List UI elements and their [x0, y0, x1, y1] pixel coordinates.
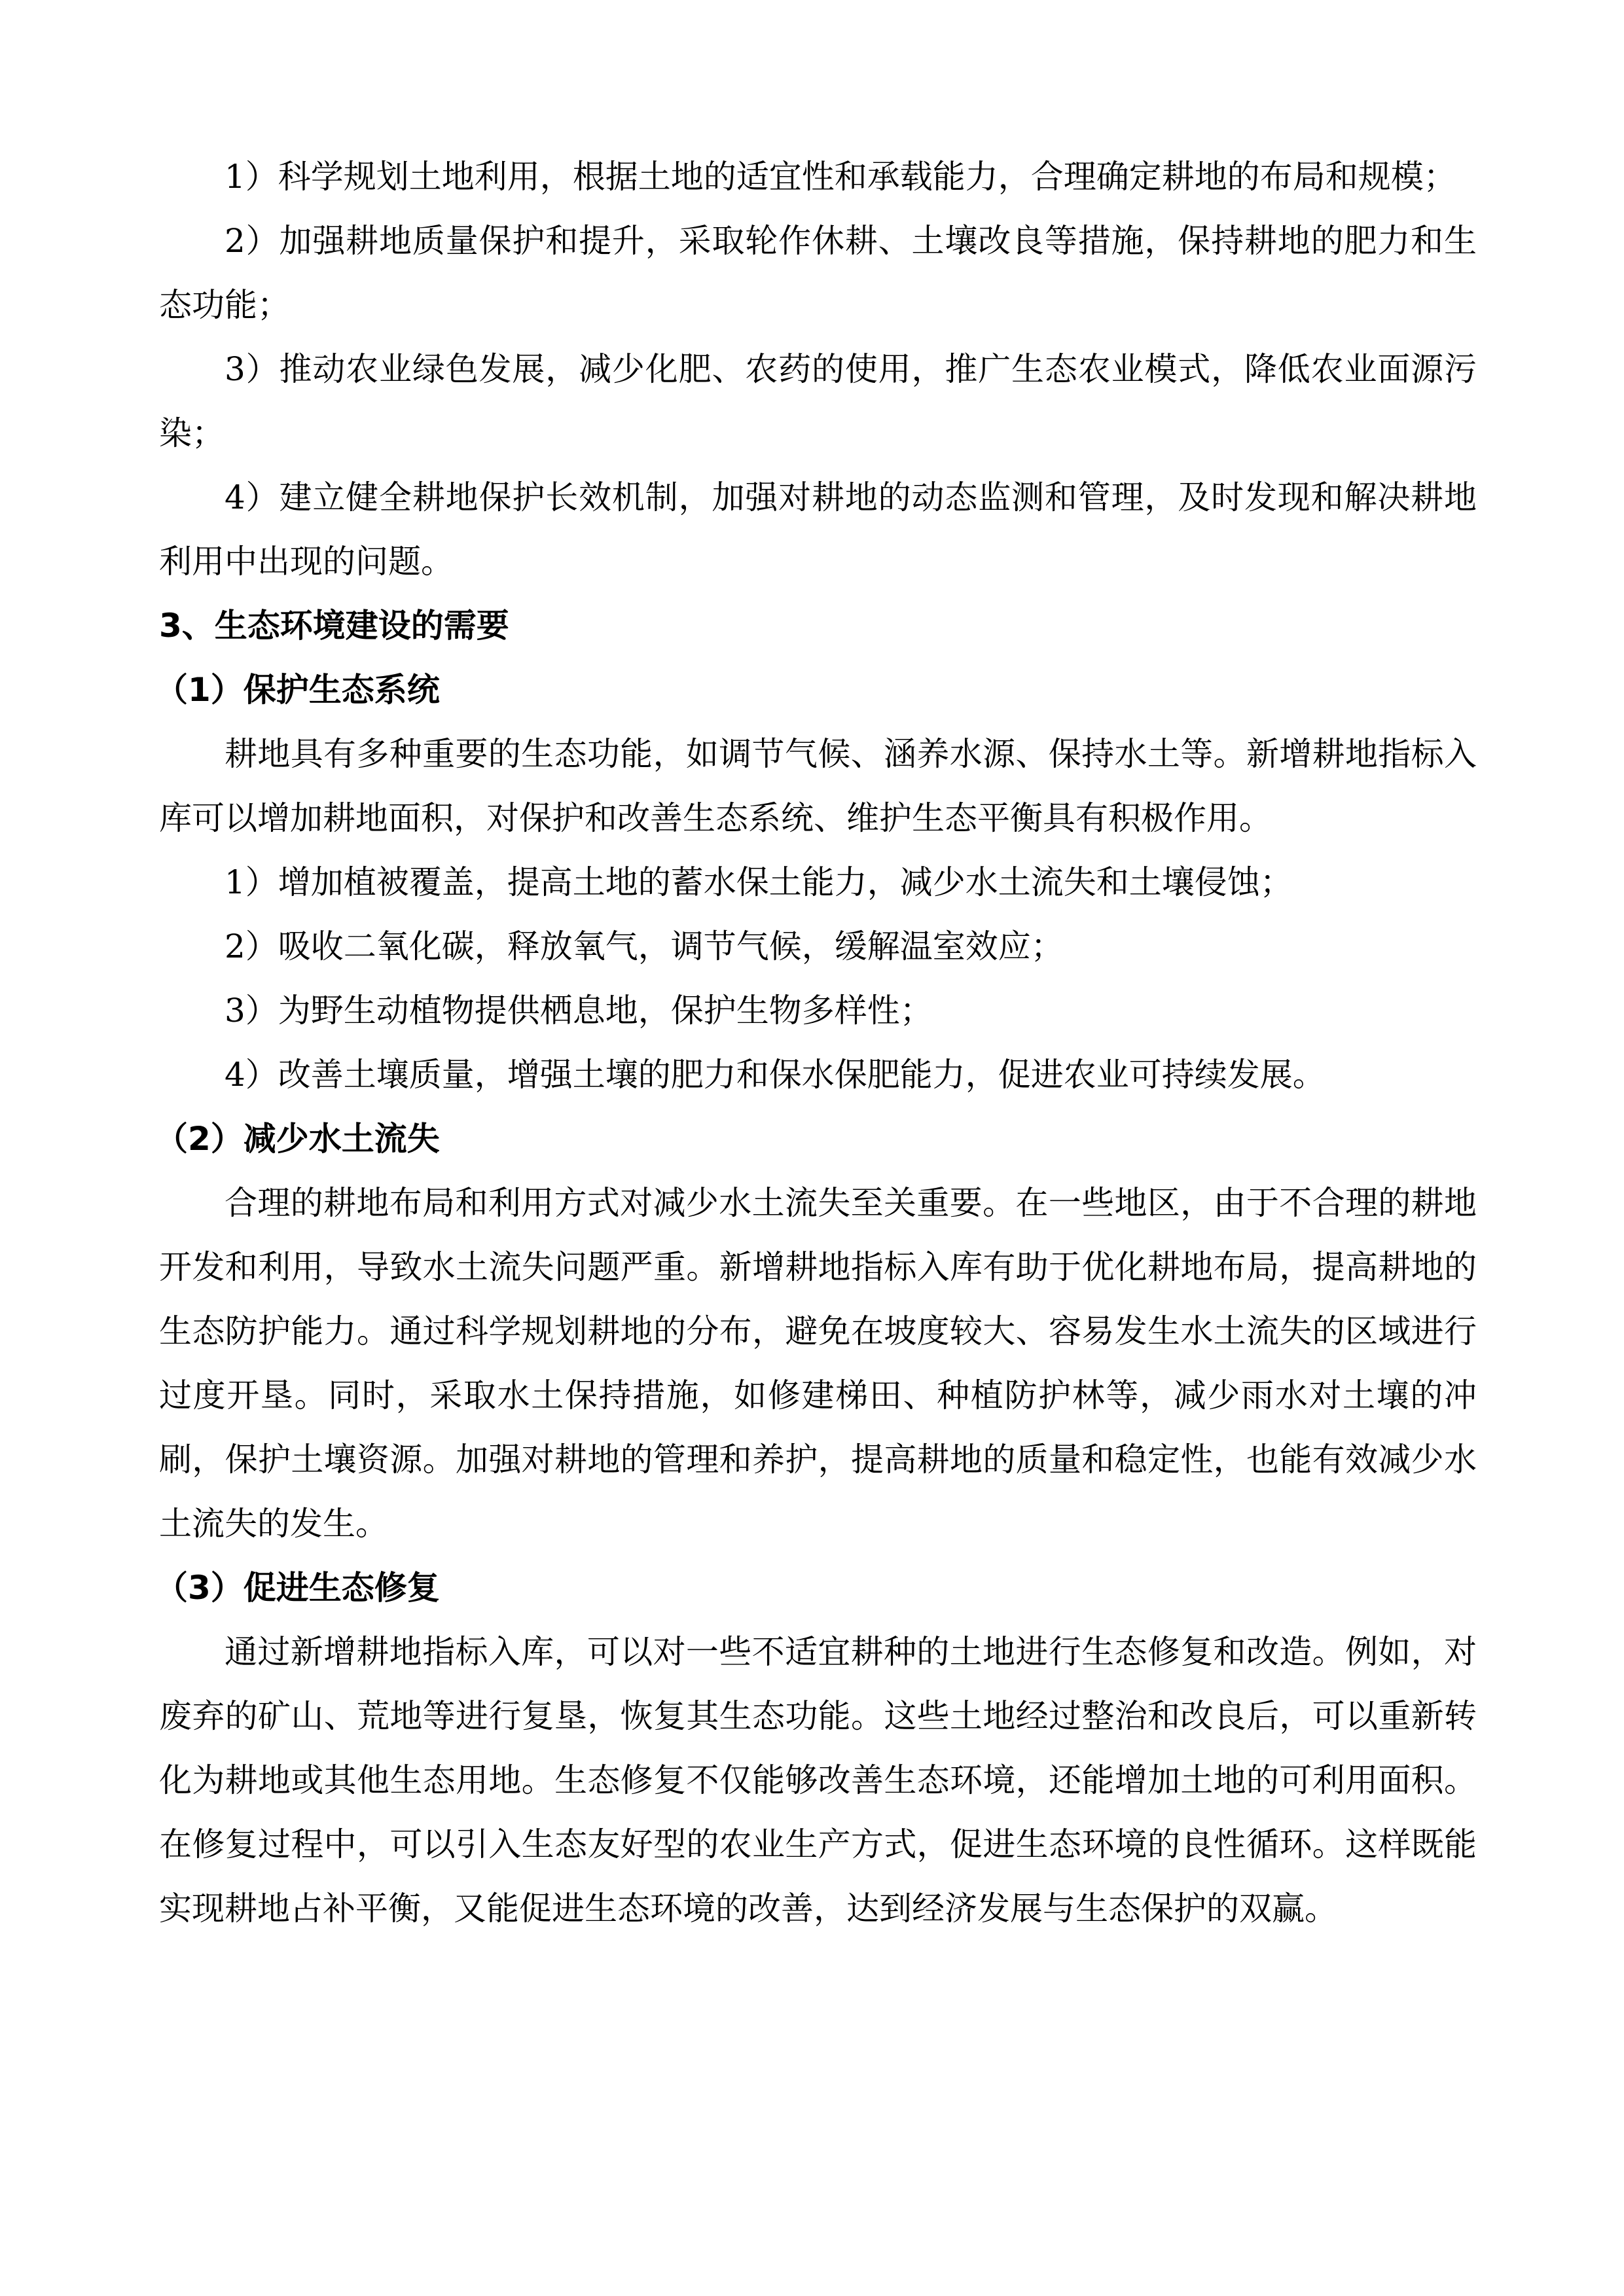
paragraph: 耕地具有多种重要的生态功能，如调节气候、涵养水源、保持水土等。新增耕地指标入库可以增加耕地面积，对保护和改善生态系统、维护生态平衡具有积极作用。 — [159, 735, 1477, 837]
paragraph: 通过新增耕地指标入库，可以对一些不适宜耕种的土地进行生态修复和改造。例如，对废弃的矿山、荒地等进行复垦，恢复其生态功能。这些土地经过整治和改良后，可以重新转化为耕地或其他生态用地。生态修复不仅能够改善生态环境，还能增加土地的可利用面积。在修复过程中，可以引入生态友好型的农业生产方式，促进生态环境的良性循环。这样既能实现耕地占补平衡，又能促进生态环境的改善，达到经济发展与生态保护的双赢。 — [159, 1633, 1477, 1928]
subsection-heading: （3）促进生态修复 — [155, 1569, 440, 1607]
list-item: 1）科学规划土地利用，根据土地的适宜性和承载能力，合理确定耕地的布局和规模； — [225, 158, 1456, 196]
document-page — [155, 145, 1477, 1941]
list-item: 3）推动农业绿色发展，减少化肥、农药的使用，推广生态农业模式，降低农业面源污染； — [159, 350, 1477, 452]
paragraph: 合理的耕地布局和利用方式对减少水土流失至关重要。在一些地区，由于不合理的耕地开发和利用，导致水土流失问题严重。新增耕地指标入库有助于优化耕地布局，提高耕地的生态防护能力。通过科学规划耕地的分布，避免在坡度较大、容易发生水土流失的区域进行过度开垦。同时，采取水土保持措施，如修建梯田、种植防护林等，减少雨水对土壤的冲刷，保护土壤资源。加强对耕地的管理和养护，提高耕地的质量和稳定性，也能有效减少水土流失的发生。 — [159, 1184, 1477, 1543]
list-item: 4）建立健全耕地保护长效机制，加强对耕地的动态监测和管理，及时发现和解决耕地利用中出现的问题。 — [159, 478, 1477, 581]
list-item: 3）为野生动植物提供栖息地，保护生物多样性； — [225, 992, 933, 1030]
subsection-heading: （2）减少水土流失 — [155, 1120, 440, 1158]
list-item: 2）加强耕地质量保护和提升，采取轮作休耕、土壤改良等措施，保持耕地的肥力和生态功能； — [159, 222, 1477, 324]
list-item: 1）增加植被覆盖，提高土地的蓄水保土能力，减少水土流失和土壤侵蚀； — [225, 863, 1293, 901]
list-item: 4）改善土壤质量，增强土壤的肥力和保水保肥能力，促进农业可持续发展。 — [225, 1056, 1326, 1094]
subsection-heading: （1）保护生态系统 — [155, 671, 440, 709]
section-heading: 3、生态环境建设的需要 — [159, 607, 509, 645]
list-item: 2）吸收二氧化碳，释放氧气，调节气候，缓解温室效应； — [225, 927, 1064, 965]
